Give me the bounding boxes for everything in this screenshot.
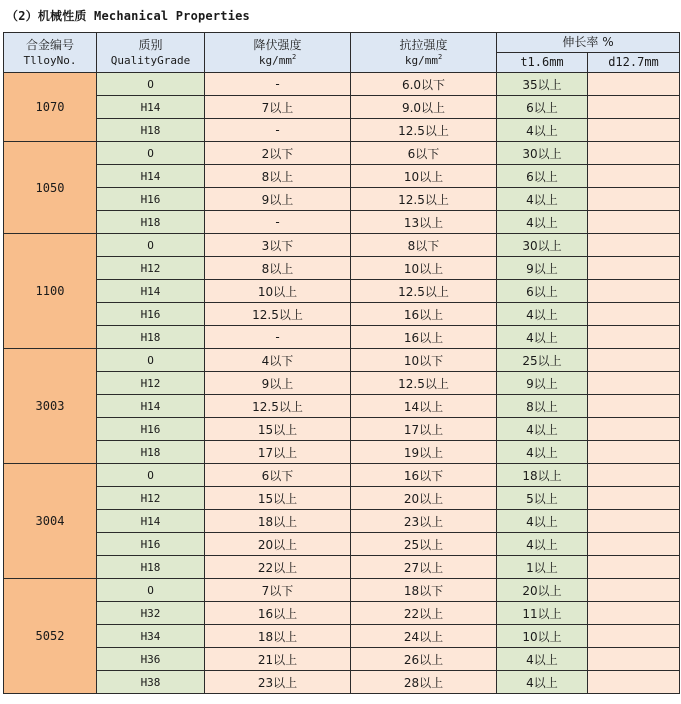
header-alloy-cn: 合金编号: [25, 37, 74, 52]
elongation-d127-cell: [588, 234, 680, 257]
tensile-unit-sup: 2: [437, 52, 443, 61]
header-yield-unit: [205, 53, 350, 68]
yield-strength-cell: -: [205, 211, 351, 234]
elongation-d127-cell: [588, 326, 680, 349]
elongation-t16-cell: 20以上: [497, 579, 588, 602]
quality-grade-cell: O: [97, 73, 205, 96]
elongation-d127-cell: [588, 73, 680, 96]
table-body: [4, 73, 680, 694]
quality-grade-cell: H18: [97, 211, 205, 234]
table-row: [4, 96, 680, 119]
elongation-d127-cell: [588, 257, 680, 280]
elongation-d127-cell: [588, 579, 680, 602]
elongation-d127-cell: [588, 648, 680, 671]
elongation-d127-cell: [588, 671, 680, 694]
yield-strength-cell: 15以上: [205, 418, 351, 441]
table-row: [4, 119, 680, 142]
yield-strength-cell: 8以上: [205, 257, 351, 280]
header-alloy-number: [4, 33, 97, 73]
table-row: [4, 303, 680, 326]
quality-grade-cell: H14: [97, 165, 205, 188]
quality-grade-cell: O: [97, 349, 205, 372]
table-row: [4, 280, 680, 303]
header-grade-en: QualityGrade: [110, 53, 191, 67]
table-row: [4, 579, 680, 602]
elongation-d127-cell: [588, 211, 680, 234]
yield-strength-cell: 12.5以上: [205, 395, 351, 418]
elongation-t16-cell: 25以上: [497, 349, 588, 372]
elongation-d127-cell: [588, 487, 680, 510]
table-row: [4, 510, 680, 533]
table-row: [4, 372, 680, 395]
yield-strength-cell: 3以下: [205, 234, 351, 257]
quality-grade-cell: H16: [97, 533, 205, 556]
tensile-strength-cell: 6.0以下: [351, 73, 497, 96]
tensile-strength-cell: 6以下: [351, 142, 497, 165]
elongation-t16-cell: 10以上: [497, 625, 588, 648]
yield-strength-cell: 17以上: [205, 441, 351, 464]
elongation-t16-cell: 11以上: [497, 602, 588, 625]
elongation-t16-cell: 1以上: [497, 556, 588, 579]
tensile-strength-cell: 19以上: [351, 441, 497, 464]
elongation-d127-cell: [588, 464, 680, 487]
table-row: [4, 602, 680, 625]
tensile-strength-cell: 10以下: [351, 349, 497, 372]
tensile-strength-cell: 13以上: [351, 211, 497, 234]
quality-grade-cell: H18: [97, 326, 205, 349]
elongation-d127-cell: [588, 142, 680, 165]
yield-strength-cell: 6以下: [205, 464, 351, 487]
yield-strength-cell: -: [205, 73, 351, 96]
header-yield-strength: [205, 33, 351, 73]
tensile-strength-cell: 20以上: [351, 487, 497, 510]
tensile-strength-cell: 25以上: [351, 533, 497, 556]
header-elongation-t16: t1.6mm: [497, 53, 588, 73]
table-row: [4, 73, 680, 96]
elongation-t16-cell: 6以上: [497, 96, 588, 119]
quality-grade-cell: H18: [97, 119, 205, 142]
elongation-t16-cell: 4以上: [497, 211, 588, 234]
tensile-strength-cell: 26以上: [351, 648, 497, 671]
elongation-t16-cell: 4以上: [497, 119, 588, 142]
alloy-number-cell: 3003: [4, 349, 97, 464]
yield-strength-cell: -: [205, 326, 351, 349]
elongation-t16-cell: 5以上: [497, 487, 588, 510]
quality-grade-cell: H34: [97, 625, 205, 648]
elongation-t16-cell: 4以上: [497, 648, 588, 671]
quality-grade-cell: H16: [97, 303, 205, 326]
tensile-strength-cell: 16以上: [351, 326, 497, 349]
tensile-unit-text: kg/mm: [404, 53, 438, 67]
elongation-t16-cell: 6以上: [497, 280, 588, 303]
elongation-d127-cell: [588, 303, 680, 326]
yield-strength-cell: 23以上: [205, 671, 351, 694]
mechanical-properties-table: [3, 32, 680, 694]
elongation-t16-cell: 4以上: [497, 188, 588, 211]
elongation-d127-cell: [588, 510, 680, 533]
quality-grade-cell: H38: [97, 671, 205, 694]
yield-strength-cell: 10以上: [205, 280, 351, 303]
table-row: [4, 418, 680, 441]
header-tensile-cn: 抗拉强度: [399, 37, 448, 52]
tensile-strength-cell: 10以上: [351, 257, 497, 280]
quality-grade-cell: H14: [97, 280, 205, 303]
table-row: [4, 556, 680, 579]
table-row: [4, 142, 680, 165]
header-yield-cn: 降伏强度: [253, 37, 302, 52]
table-row: [4, 234, 680, 257]
quality-grade-cell: H14: [97, 510, 205, 533]
tensile-strength-cell: 16以下: [351, 464, 497, 487]
elongation-t16-cell: 35以上: [497, 73, 588, 96]
table-row: [4, 395, 680, 418]
yield-strength-cell: 9以上: [205, 372, 351, 395]
elongation-t16-cell: 18以上: [497, 464, 588, 487]
elongation-t16-cell: 30以上: [497, 234, 588, 257]
yield-strength-cell: 16以上: [205, 602, 351, 625]
tensile-strength-cell: 28以上: [351, 671, 497, 694]
header-alloy-en: TlloyNo.: [23, 53, 77, 67]
elongation-d127-cell: [588, 280, 680, 303]
quality-grade-cell: H16: [97, 418, 205, 441]
elongation-t16-cell: 9以上: [497, 257, 588, 280]
yield-strength-cell: 21以上: [205, 648, 351, 671]
yield-strength-cell: -: [205, 119, 351, 142]
elongation-t16-cell: 4以上: [497, 441, 588, 464]
quality-grade-cell: O: [97, 464, 205, 487]
elongation-d127-cell: [588, 96, 680, 119]
tensile-strength-cell: 12.5以上: [351, 280, 497, 303]
quality-grade-cell: O: [97, 142, 205, 165]
yield-strength-cell: 22以上: [205, 556, 351, 579]
table-row: [4, 671, 680, 694]
elongation-d127-cell: [588, 533, 680, 556]
tensile-strength-cell: 9.0以上: [351, 96, 497, 119]
quality-grade-cell: H14: [97, 96, 205, 119]
table-row: [4, 648, 680, 671]
quality-grade-cell: H12: [97, 487, 205, 510]
elongation-t16-cell: 30以上: [497, 142, 588, 165]
quality-grade-cell: H32: [97, 602, 205, 625]
table-row: [4, 257, 680, 280]
alloy-number-cell: 5052: [4, 579, 97, 694]
yield-strength-cell: 15以上: [205, 487, 351, 510]
yield-strength-cell: 7以下: [205, 579, 351, 602]
tensile-strength-cell: 12.5以上: [351, 119, 497, 142]
elongation-t16-cell: 8以上: [497, 395, 588, 418]
elongation-t16-cell: 4以上: [497, 510, 588, 533]
header-tensile-unit: [351, 53, 496, 68]
elongation-t16-cell: 4以上: [497, 303, 588, 326]
yield-strength-cell: 18以上: [205, 510, 351, 533]
yield-unit-text: kg/mm: [258, 53, 292, 67]
tensile-strength-cell: 27以上: [351, 556, 497, 579]
yield-strength-cell: 9以上: [205, 188, 351, 211]
elongation-d127-cell: [588, 165, 680, 188]
alloy-number-cell: 1070: [4, 73, 97, 142]
yield-strength-cell: 18以上: [205, 625, 351, 648]
header-elongation: 伸长率 %: [497, 33, 680, 53]
quality-grade-cell: H16: [97, 188, 205, 211]
tensile-strength-cell: 17以上: [351, 418, 497, 441]
table-row: [4, 211, 680, 234]
elongation-t16-cell: 4以上: [497, 533, 588, 556]
yield-strength-cell: 7以上: [205, 96, 351, 119]
elongation-d127-cell: [588, 556, 680, 579]
table-row: [4, 349, 680, 372]
tensile-strength-cell: 18以下: [351, 579, 497, 602]
alloy-number-cell: 1050: [4, 142, 97, 234]
elongation-d127-cell: [588, 395, 680, 418]
yield-strength-cell: 20以上: [205, 533, 351, 556]
yield-unit-sup: 2: [291, 52, 297, 61]
table-row: [4, 188, 680, 211]
elongation-t16-cell: 9以上: [497, 372, 588, 395]
tensile-strength-cell: 10以上: [351, 165, 497, 188]
elongation-d127-cell: [588, 188, 680, 211]
elongation-d127-cell: [588, 602, 680, 625]
elongation-d127-cell: [588, 119, 680, 142]
yield-strength-cell: 2以下: [205, 142, 351, 165]
alloy-number-cell: 1100: [4, 234, 97, 349]
quality-grade-cell: H12: [97, 372, 205, 395]
header-elongation-d127: d12.7mm: [588, 53, 680, 73]
yield-strength-cell: 4以下: [205, 349, 351, 372]
elongation-t16-cell: 4以上: [497, 418, 588, 441]
elongation-d127-cell: [588, 441, 680, 464]
elongation-t16-cell: 4以上: [497, 326, 588, 349]
quality-grade-cell: H14: [97, 395, 205, 418]
tensile-strength-cell: 23以上: [351, 510, 497, 533]
header-quality-grade: [97, 33, 205, 73]
elongation-t16-cell: 6以上: [497, 165, 588, 188]
table-row: [4, 441, 680, 464]
table-row: [4, 487, 680, 510]
tensile-strength-cell: 22以上: [351, 602, 497, 625]
elongation-t16-cell: 4以上: [497, 671, 588, 694]
table-row: [4, 326, 680, 349]
quality-grade-cell: O: [97, 579, 205, 602]
table-row: [4, 165, 680, 188]
elongation-d127-cell: [588, 418, 680, 441]
table-row: [4, 625, 680, 648]
quality-grade-cell: O: [97, 234, 205, 257]
header-tensile-strength: [351, 33, 497, 73]
tensile-strength-cell: 14以上: [351, 395, 497, 418]
tensile-strength-cell: 16以上: [351, 303, 497, 326]
table-header: [4, 33, 680, 73]
quality-grade-cell: H12: [97, 257, 205, 280]
table-row: [4, 464, 680, 487]
table-row: [4, 533, 680, 556]
alloy-number-cell: 3004: [4, 464, 97, 579]
elongation-d127-cell: [588, 372, 680, 395]
section-title: （2）机械性质 Mechanical Properties: [6, 9, 250, 23]
tensile-strength-cell: 8以下: [351, 234, 497, 257]
tensile-strength-cell: 12.5以上: [351, 372, 497, 395]
tensile-strength-cell: 12.5以上: [351, 188, 497, 211]
yield-strength-cell: 12.5以上: [205, 303, 351, 326]
quality-grade-cell: H36: [97, 648, 205, 671]
quality-grade-cell: H18: [97, 441, 205, 464]
elongation-d127-cell: [588, 625, 680, 648]
quality-grade-cell: H18: [97, 556, 205, 579]
elongation-d127-cell: [588, 349, 680, 372]
yield-strength-cell: 8以上: [205, 165, 351, 188]
header-grade-cn: 质别: [138, 37, 163, 52]
tensile-strength-cell: 24以上: [351, 625, 497, 648]
